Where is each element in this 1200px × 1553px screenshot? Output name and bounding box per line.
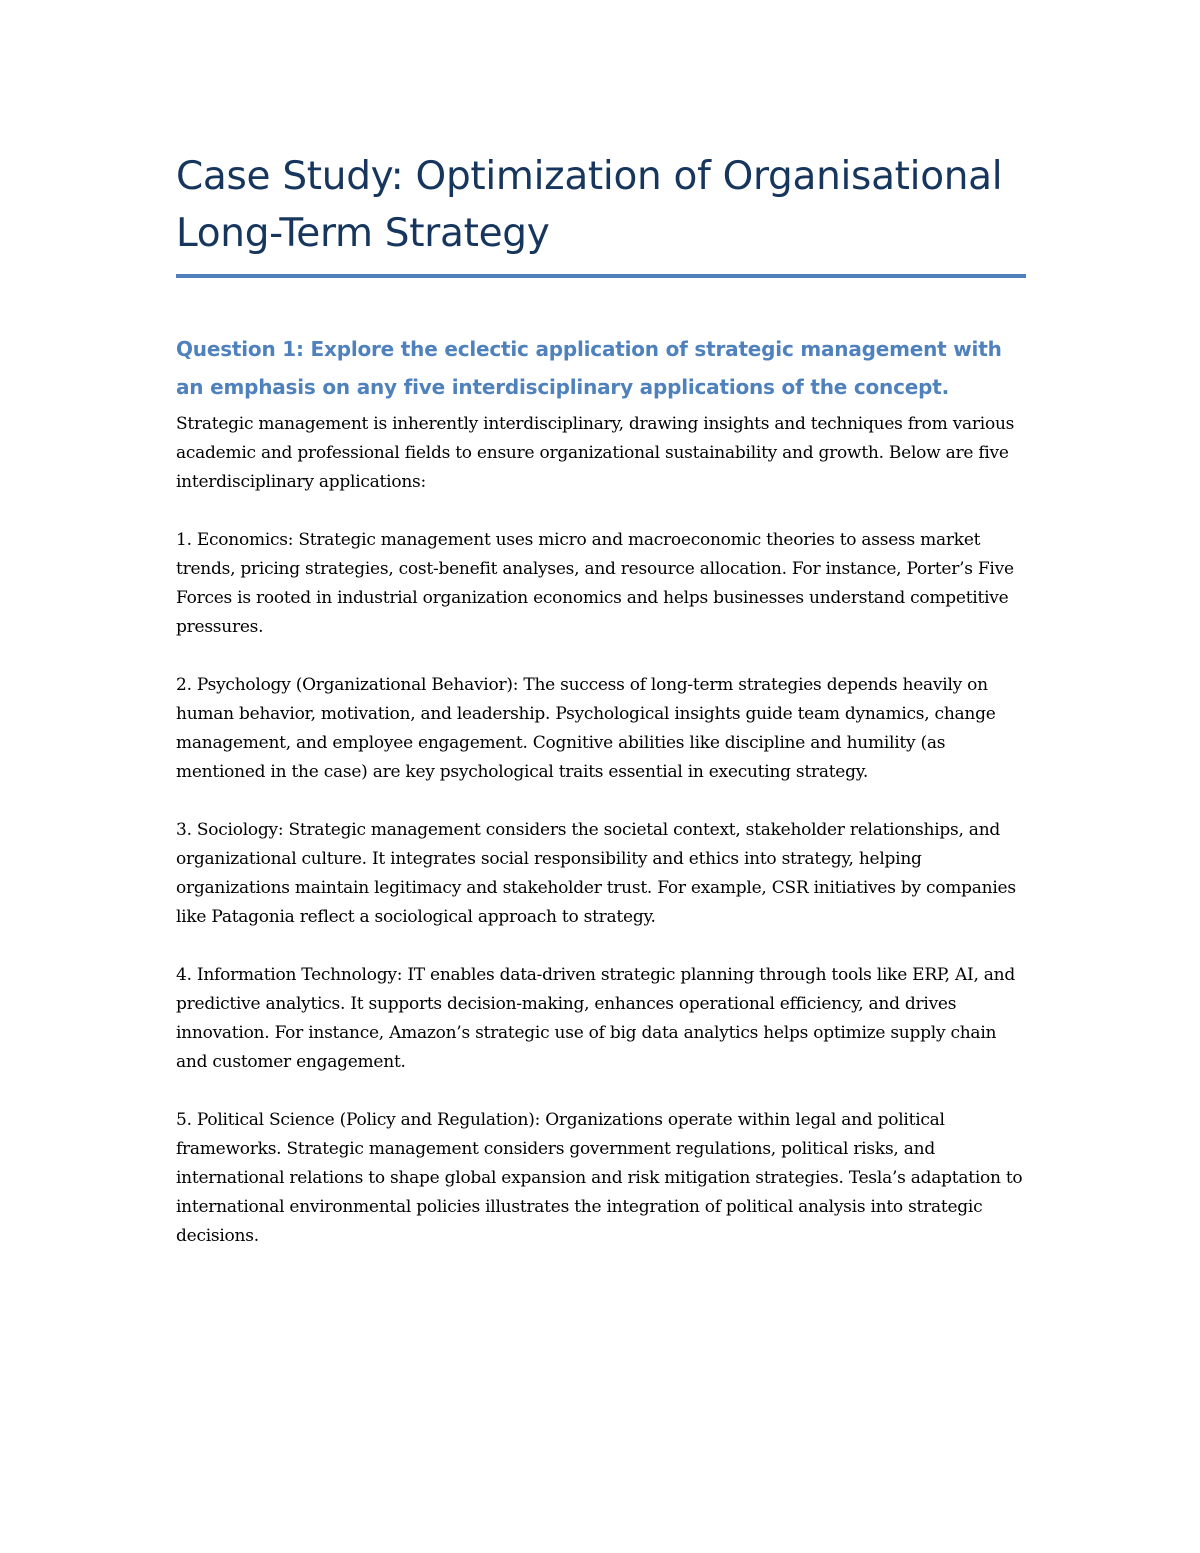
application-political-science: 5. Political Science (Policy and Regulation): Organizations operate within legal and political frameworks. Strategic management considers government regulations, political risks, and international relations to shape global expansion and risk mitigation strategies. Tesla’s adaptation to international environmental policies illustrates the integration of political analysis into strategic decisions. bbox=[176, 1110, 1023, 1246]
application-information-technology: 4. Information Technology: IT enables data-driven strategic planning through tools like ERP, AI, and predictive analytics. It supports decision-making, enhances operational efficiency, and drives innovation. For instance, Amazon’s strategic use of big data analytics helps optimize supply chain and customer engagement. bbox=[176, 965, 1015, 1072]
application-sociology: 3. Sociology: Strategic management considers the societal context, stakeholder relationships, and organizational culture. It integrates social responsibility and ethics into strategy, helping organizations maintain legitimacy and stakeholder trust. For example, CSR initiatives by companies like Patagonia reflect a sociological approach to strategy. bbox=[176, 820, 1016, 927]
intro-paragraph: Strategic management is inherently interdisciplinary, drawing insights and techniques from various academic and professional fields to ensure organizational sustainability and growth. Below are five interdisciplinary applications: bbox=[176, 414, 1015, 492]
application-psychology: 2. Psychology (Organizational Behavior): The success of long-term strategies depends heavily on human behavior, motivation, and leadership. Psychological insights guide team dynamics, change management, and employee engagement. Cognitive abilities like discipline and humility (as mentioned in the case) are key psychological traits essential in executing strategy. bbox=[176, 675, 996, 782]
document-content bbox=[176, 148, 1026, 1251]
question-heading: Question 1: Explore the eclectic application of strategic management with an emphasis on any five interdisciplinary applications of the concept. bbox=[176, 337, 1002, 399]
application-economics: 1. Economics: Strategic management uses micro and macroeconomic theories to assess market trends, pricing strategies, cost-benefit analyses, and resource allocation. For instance, Porter’s Five Forces is rooted in industrial organization economics and helps businesses understand competitive pressures. bbox=[176, 530, 1014, 637]
document-title: Case Study: Optimization of Organisational Long-Term Strategy bbox=[176, 148, 1026, 278]
